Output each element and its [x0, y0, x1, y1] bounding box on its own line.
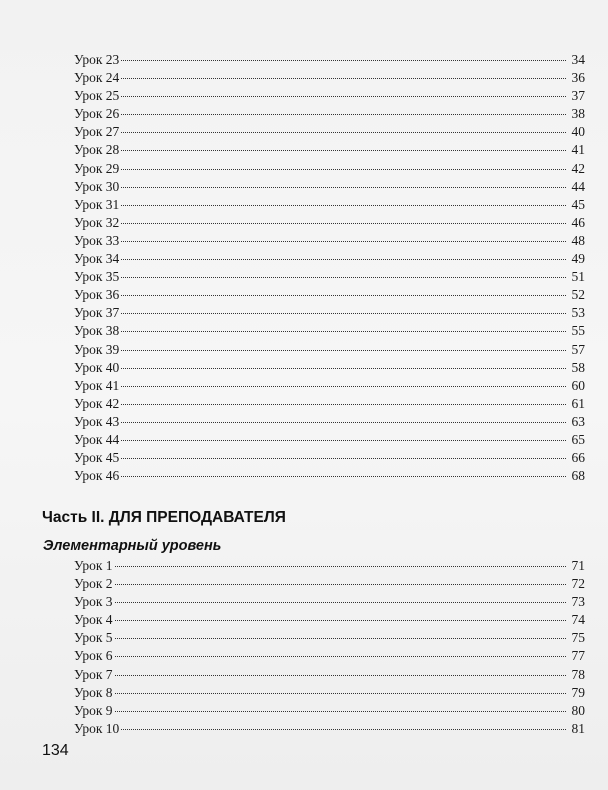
toc-entry-label: Урок 46: [74, 468, 120, 484]
toc-entry-label: Урок 44: [74, 431, 120, 447]
toc-entry-page: 49: [571, 251, 585, 267]
toc-entry: [74, 720, 585, 738]
toc-entry: [74, 377, 585, 395]
dot-leader: [115, 566, 566, 567]
toc-entry: [74, 160, 585, 178]
dot-leader: [121, 205, 566, 206]
toc-entry: [74, 214, 585, 232]
dot-leader: [121, 295, 566, 296]
toc-entry-page: 34: [571, 52, 585, 67]
toc-entry-page: 71: [571, 558, 585, 573]
toc-entry: [74, 413, 585, 431]
toc-entry-page: 46: [571, 214, 585, 230]
toc-entry-page: 52: [571, 287, 585, 303]
part-heading: Часть II. ДЛЯ ПРЕПОДАВАТЕЛЯ: [42, 509, 286, 526]
toc-entry-label: Урок 35: [74, 269, 120, 285]
dot-leader: [121, 259, 566, 260]
toc-entry-page: 40: [571, 124, 585, 140]
toc-entry-page: 66: [571, 450, 585, 466]
toc-entry: [74, 702, 585, 720]
dot-leader: [121, 277, 566, 278]
toc-entry-label: Урок 8: [74, 684, 113, 700]
toc-entry-label: Урок 38: [74, 323, 120, 339]
toc-entry: [74, 629, 585, 647]
dot-leader: [121, 78, 566, 79]
toc-entry: [74, 322, 585, 340]
toc-entry: [74, 141, 585, 159]
toc-entry-page: 74: [571, 612, 585, 628]
toc-list-top: [74, 51, 585, 485]
toc-entry-page: 81: [571, 720, 585, 736]
toc-entry-page: 58: [571, 359, 585, 375]
toc-entry-page: 48: [571, 232, 585, 248]
toc-entry-page: 38: [571, 106, 585, 122]
toc-entry-label: Урок 24: [74, 70, 120, 86]
toc-entry-label: Урок 43: [74, 413, 120, 429]
toc-entry-label: Урок 28: [74, 142, 120, 158]
toc-entry: [74, 359, 585, 377]
toc-entry-label: Урок 3: [74, 594, 113, 610]
toc-entry-page: 75: [571, 630, 585, 646]
dot-leader: [121, 223, 566, 224]
toc-entry-page: 57: [571, 341, 585, 357]
toc-entry-page: 63: [571, 413, 585, 429]
dot-leader: [121, 132, 566, 133]
toc-entry-label: Урок 42: [74, 395, 120, 411]
toc-entry-label: Урок 33: [74, 232, 120, 248]
toc-entry-label: Урок 30: [74, 178, 120, 194]
toc-entry: [74, 286, 585, 304]
toc-entry: [74, 304, 585, 322]
toc-entry: [74, 268, 585, 286]
toc-entry-label: Урок 4: [74, 612, 113, 628]
toc-entry-label: Урок 23: [74, 52, 120, 67]
dot-leader: [115, 711, 566, 712]
toc-entry-label: Урок 34: [74, 251, 120, 267]
toc-entry-page: 45: [571, 196, 585, 212]
toc-entry-page: 44: [571, 178, 585, 194]
toc-entry-label: Урок 31: [74, 196, 120, 212]
dot-leader: [121, 150, 566, 151]
toc-entry-label: Урок 2: [74, 576, 113, 592]
toc-entry: [74, 178, 585, 196]
dot-leader: [115, 602, 566, 603]
toc-entry-page: 73: [571, 594, 585, 610]
dot-leader: [121, 313, 566, 314]
toc-entry: [74, 341, 585, 359]
dot-leader: [121, 422, 566, 423]
dot-leader: [121, 729, 566, 730]
toc-entry-label: Урок 45: [74, 450, 120, 466]
toc-entry-page: 68: [571, 468, 585, 484]
toc-entry-page: 65: [571, 431, 585, 447]
toc-entry-page: 41: [571, 142, 585, 158]
dot-leader: [115, 656, 566, 657]
dot-leader: [121, 114, 566, 115]
toc-entry-label: Урок 37: [74, 305, 120, 321]
dot-leader: [121, 440, 566, 441]
toc-entry-page: 61: [571, 395, 585, 411]
toc-entry-page: 72: [571, 576, 585, 592]
toc-entry-page: 42: [571, 160, 585, 176]
toc-entry-page: 55: [571, 323, 585, 339]
toc-entry: [74, 87, 585, 105]
toc-entry-label: Урок 41: [74, 377, 120, 393]
toc-entry-label: Урок 7: [74, 666, 113, 682]
toc-entry-page: 78: [571, 666, 585, 682]
dot-leader: [121, 331, 566, 332]
dot-leader: [115, 638, 566, 639]
toc-entry-label: Урок 5: [74, 630, 113, 646]
toc-entry-label: Урок 25: [74, 88, 120, 104]
dot-leader: [121, 241, 566, 242]
dot-leader: [121, 169, 566, 170]
dot-leader: [121, 404, 566, 405]
toc-entry: [74, 449, 585, 467]
toc-entry-page: 51: [571, 269, 585, 285]
toc-entry-label: Урок 40: [74, 359, 120, 375]
toc-entry-page: 80: [571, 702, 585, 718]
toc-entry-label: Урок 32: [74, 214, 120, 230]
dot-leader: [121, 458, 566, 459]
toc-entry-page: 53: [571, 305, 585, 321]
toc-entry-label: Урок 1: [74, 558, 113, 573]
toc-entry: [74, 232, 585, 250]
dot-leader: [115, 693, 566, 694]
dot-leader: [115, 620, 566, 621]
toc-entry-page: 77: [571, 648, 585, 664]
subsection-heading: Элементарный уровень: [43, 538, 222, 554]
dot-leader: [115, 675, 566, 676]
dot-leader: [121, 476, 566, 477]
toc-entry-label: Урок 10: [74, 720, 120, 736]
toc-entry-label: Урок 39: [74, 341, 120, 357]
toc-entry: [74, 69, 585, 87]
toc-entry: [74, 666, 585, 684]
toc-list-bottom: [74, 557, 585, 738]
toc-entry: [74, 593, 585, 611]
toc-entry-label: Урок 29: [74, 160, 120, 176]
dot-leader: [121, 386, 566, 387]
toc-entry-label: Урок 27: [74, 124, 120, 140]
toc-entry-page: 60: [571, 377, 585, 393]
toc-entry: [74, 611, 585, 629]
dot-leader: [121, 368, 566, 369]
toc-entry: [74, 467, 585, 485]
toc-entry: [74, 123, 585, 141]
toc-entry: [74, 647, 585, 665]
toc-entry-page: 36: [571, 70, 585, 86]
toc-entry: [74, 105, 585, 123]
toc-entry: [74, 431, 585, 449]
toc-entry-label: Урок 9: [74, 702, 113, 718]
dot-leader: [115, 584, 566, 585]
toc-entry-label: Урок 36: [74, 287, 120, 303]
toc-entry: [74, 684, 585, 702]
toc-entry: [74, 575, 585, 593]
toc-entry: [74, 196, 585, 214]
dot-leader: [121, 350, 566, 351]
page-number: 134: [42, 742, 69, 759]
toc-entry-label: Урок 26: [74, 106, 120, 122]
toc-entry-page: 37: [571, 88, 585, 104]
dot-leader: [121, 187, 566, 188]
toc-entry: [74, 250, 585, 268]
dot-leader: [121, 60, 566, 61]
toc-entry-page: 79: [571, 684, 585, 700]
toc-entry: [74, 557, 585, 575]
toc-entry: [74, 51, 585, 69]
toc-entry: [74, 395, 585, 413]
toc-entry-label: Урок 6: [74, 648, 113, 664]
dot-leader: [121, 96, 566, 97]
